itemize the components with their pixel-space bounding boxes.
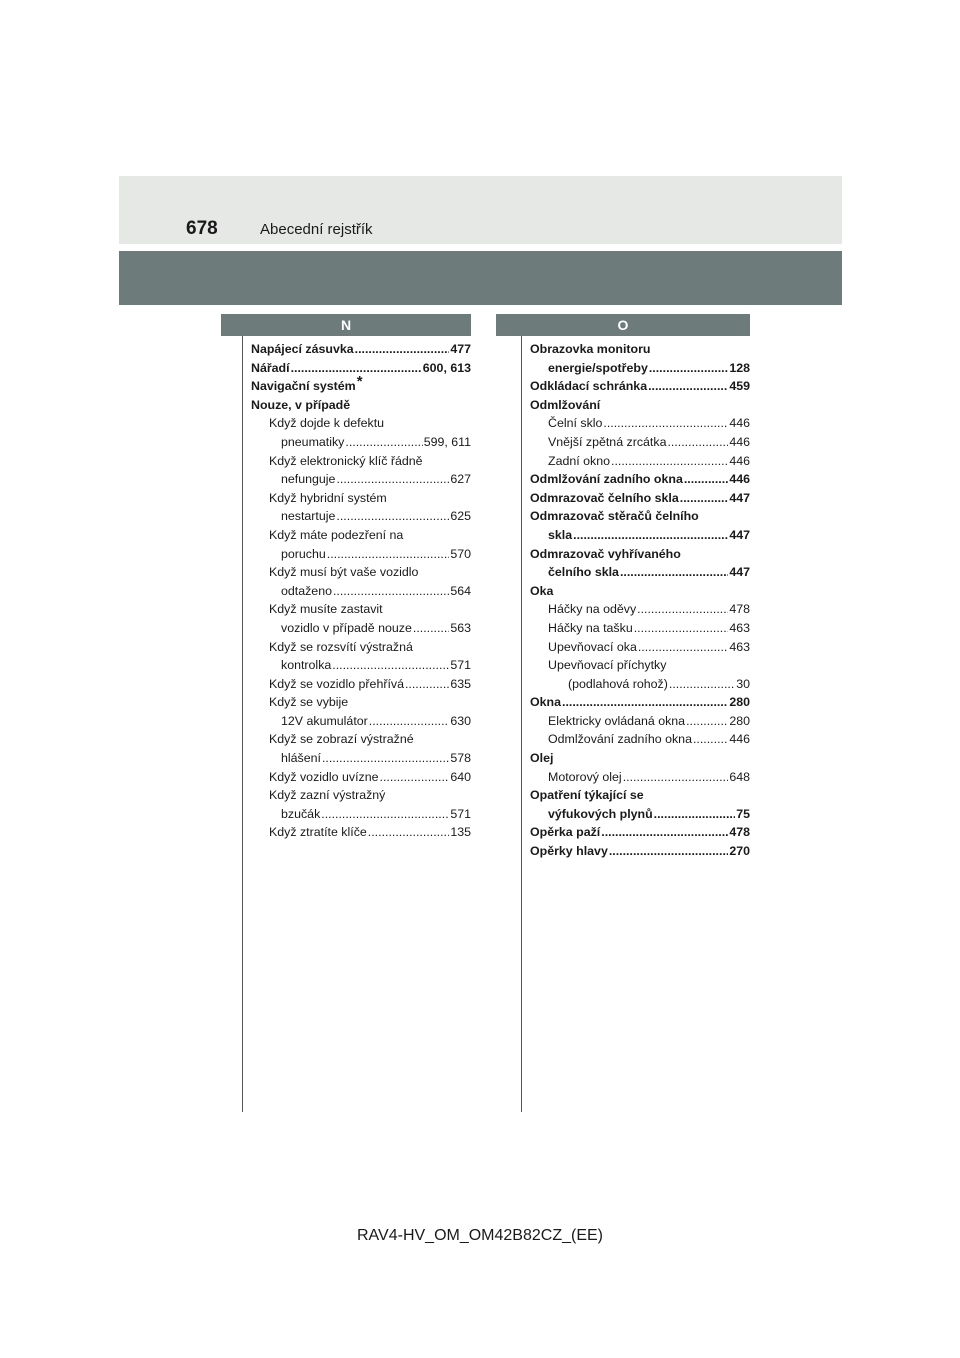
dot-leader	[638, 638, 728, 657]
page-reference: 627	[450, 472, 471, 487]
page-reference: 477	[450, 342, 471, 356]
index-entry	[251, 768, 471, 787]
dot-leader	[562, 693, 728, 712]
page-reference: 446	[729, 434, 750, 449]
dot-leader	[332, 656, 449, 675]
index-line	[530, 414, 750, 433]
dot-leader	[648, 377, 728, 396]
dot-leader	[693, 730, 728, 749]
entry-text: (podlahová rohož)	[568, 676, 668, 691]
entry-text: výfukových plynů	[548, 806, 653, 821]
page-reference: 446	[729, 732, 750, 747]
index-line	[530, 786, 750, 805]
entry-text: Když se vozidlo přehřívá	[269, 676, 404, 691]
index-entry	[530, 712, 750, 731]
index-entry	[251, 675, 471, 694]
index-line	[251, 582, 471, 601]
entry-text: Když zazní výstražný	[269, 788, 386, 803]
page-reference: 478	[729, 602, 750, 617]
page-reference: 280	[729, 695, 750, 710]
index-line	[530, 712, 750, 731]
index-line	[530, 507, 750, 526]
entry-text: vozidlo v případě nouze	[281, 620, 412, 635]
index-line	[530, 470, 750, 489]
dot-leader	[380, 768, 450, 787]
dot-leader	[405, 675, 449, 694]
entry-text: Oka	[530, 583, 554, 598]
index-entry	[530, 507, 750, 544]
index-line	[251, 675, 471, 694]
index-line	[530, 545, 750, 564]
dot-leader	[345, 433, 422, 452]
page-reference: 446	[729, 453, 750, 468]
entry-text: Odmlžování zadního okna	[548, 732, 692, 747]
page-reference: 625	[450, 509, 471, 524]
column-divider-left	[242, 336, 243, 1112]
entry-text: Napájecí zásuvka	[251, 342, 354, 356]
index-entry	[251, 786, 471, 823]
index-line	[530, 396, 750, 415]
index-line	[530, 749, 750, 768]
index-entry	[251, 414, 471, 451]
header-dark-band	[119, 251, 842, 305]
page-reference: 447	[729, 565, 750, 580]
entry-text: Háčky na tašku	[548, 620, 633, 635]
entry-text: Když vozidlo uvízne	[269, 769, 379, 784]
page-reference: 599, 611	[423, 434, 471, 449]
dot-leader	[368, 823, 450, 842]
index-line	[530, 768, 750, 787]
index-line	[251, 507, 471, 526]
document-code: RAV4-HV_OM_OM42B82CZ_(EE)	[357, 1227, 603, 1244]
index-entry	[251, 600, 471, 637]
index-entry	[251, 638, 471, 675]
index-line	[530, 433, 750, 452]
entry-text: Odmlžování zadního okna	[530, 472, 683, 487]
entry-text: Odkládací schránka	[530, 379, 648, 394]
entry-text: bzučák	[281, 806, 321, 821]
dot-leader	[336, 470, 449, 489]
index-entry	[530, 600, 750, 619]
index-entry	[530, 656, 750, 693]
index-entry	[530, 340, 750, 377]
page-reference: 630	[450, 713, 471, 728]
dot-leader	[355, 340, 450, 359]
index-entry	[530, 768, 750, 787]
page-reference: 635	[450, 676, 471, 691]
dot-leader	[620, 563, 728, 582]
dot-leader	[369, 712, 450, 731]
index-entry	[530, 786, 750, 823]
letter-heading-n: N	[221, 314, 471, 336]
entry-text: kontrolka	[281, 658, 332, 673]
index-line	[251, 749, 471, 768]
index-entry	[251, 693, 471, 730]
entry-text: Když hybridní systém	[269, 490, 387, 505]
index-entry	[530, 823, 750, 842]
page-reference: 578	[450, 751, 471, 766]
entry-text: Opatření týkající se	[530, 788, 644, 803]
letter-heading-o: O	[496, 314, 750, 336]
index-entry	[530, 638, 750, 657]
page-reference: 600, 613	[422, 360, 471, 375]
entry-text: Když se zobrazí výstražné	[269, 732, 414, 747]
page-reference: 463	[729, 620, 750, 635]
dot-leader	[413, 619, 449, 638]
entry-text: poruchu	[281, 546, 326, 561]
section-title: Abecední rejstřík	[260, 221, 373, 238]
entry-text: Když dojde k defektu	[269, 416, 385, 431]
page-reference: 463	[729, 639, 750, 654]
index-entry	[530, 433, 750, 452]
dot-leader	[667, 433, 728, 452]
entry-text: Čelní sklo	[548, 416, 603, 431]
index-entry	[530, 693, 750, 712]
dot-leader	[623, 768, 729, 787]
index-line	[530, 340, 750, 359]
page-reference: 564	[450, 583, 471, 598]
dot-leader	[686, 712, 728, 731]
entry-text: Háčky na oděvy	[548, 602, 637, 617]
index-entry	[530, 749, 750, 768]
index-line	[530, 563, 750, 582]
index-line	[251, 693, 471, 712]
index-line	[251, 396, 471, 415]
index-line	[530, 600, 750, 619]
page-reference: 75	[736, 806, 750, 821]
page-reference: 135	[450, 825, 471, 840]
index-line	[251, 768, 471, 787]
page-reference: 571	[450, 806, 471, 821]
index-line	[530, 675, 750, 694]
page-reference: 446	[729, 472, 750, 487]
index-entry	[530, 377, 750, 396]
entry-text: Vnější zpětná zrcátka	[548, 434, 667, 449]
index-entry	[251, 396, 471, 415]
index-entry	[530, 842, 750, 861]
index-line	[530, 730, 750, 749]
index-entry	[251, 373, 471, 396]
index-line	[530, 619, 750, 638]
index-entry	[530, 470, 750, 489]
entry-text: Obrazovka monitoru	[530, 342, 651, 356]
index-entry	[530, 730, 750, 749]
page-reference: 459	[729, 379, 750, 394]
entry-text: Když musíte zastavit	[269, 602, 383, 617]
dot-leader	[634, 619, 729, 638]
page-reference: 640	[450, 769, 471, 784]
index-line	[251, 452, 471, 471]
index-entry	[530, 414, 750, 433]
dot-leader	[680, 489, 729, 508]
entry-text: Když se vybije	[269, 695, 349, 710]
dot-leader	[322, 749, 449, 768]
entry-text: Elektricky ovládaná okna	[548, 713, 686, 728]
index-line	[251, 730, 471, 749]
index-line	[530, 842, 750, 861]
index-line	[530, 638, 750, 657]
index-line	[251, 545, 471, 564]
dot-leader	[611, 452, 728, 471]
page-reference: 446	[729, 416, 750, 431]
index-entry	[530, 396, 750, 415]
index-entry	[251, 452, 471, 489]
entry-text: Když máte podezření na	[269, 527, 404, 542]
entry-text: Když se rozsvítí výstražná	[269, 639, 413, 654]
dot-leader	[649, 359, 728, 378]
page-number: 678	[186, 218, 218, 239]
index-entry	[251, 489, 471, 526]
entry-text: hlášení	[281, 751, 321, 766]
index-line	[251, 433, 471, 452]
index-line	[530, 489, 750, 508]
index-line	[251, 638, 471, 657]
index-entry	[530, 489, 750, 508]
index-line	[251, 823, 471, 842]
page-reference: 447	[729, 490, 750, 505]
page-reference: 648	[729, 769, 750, 784]
index-entry	[251, 730, 471, 767]
index-line	[251, 414, 471, 433]
entry-text: Upevňovací příchytky	[548, 658, 667, 673]
entry-text: Odmlžování	[530, 397, 601, 412]
index-line	[251, 340, 471, 359]
page-reference: 563	[450, 620, 471, 635]
index-line	[251, 489, 471, 508]
index-line	[251, 563, 471, 582]
index-entry	[251, 823, 471, 842]
page-reference: 478	[729, 825, 750, 840]
entry-text: Opěrky hlavy	[530, 844, 608, 859]
column-divider-right	[521, 336, 522, 1112]
index-line	[251, 600, 471, 619]
index-line	[251, 373, 471, 396]
entry-text: nestartuje	[281, 509, 336, 524]
index-entry	[530, 582, 750, 601]
index-line	[251, 712, 471, 731]
dot-leader	[609, 842, 728, 861]
index-line	[251, 805, 471, 824]
index-entry	[251, 526, 471, 563]
entry-text: Opěrka paží	[530, 825, 601, 840]
page-reference: 447	[729, 527, 750, 542]
index-line	[251, 470, 471, 489]
index-line	[530, 359, 750, 378]
dot-leader	[684, 470, 728, 489]
page-reference: 570	[450, 546, 471, 561]
index-line	[530, 656, 750, 675]
entry-text: skla	[548, 527, 573, 542]
entry-text: čelního skla	[548, 565, 619, 580]
index-column-n	[251, 340, 471, 842]
page-reference: 30	[736, 676, 750, 691]
entry-text: 12V akumulátor	[281, 713, 368, 728]
index-line	[530, 805, 750, 824]
entry-text: pneumatiky	[281, 434, 345, 449]
index-line	[530, 582, 750, 601]
entry-text: Když musí být vaše vozidlo	[269, 565, 419, 580]
page-reference: 571	[450, 658, 471, 673]
entry-text: Odmrazovač stěračů čelního	[530, 509, 699, 524]
index-entry	[530, 619, 750, 638]
entry-text: energie/spotřeby	[548, 360, 648, 375]
entry-text: Odmrazovač čelního skla	[530, 490, 679, 505]
dot-leader	[669, 675, 735, 694]
entry-text: Upevňovací oka	[548, 639, 637, 654]
dot-leader	[336, 507, 449, 526]
dot-leader	[637, 600, 728, 619]
entry-text: Když ztratíte klíče	[269, 825, 367, 840]
entry-text: nefunguje	[281, 472, 336, 487]
page-reference: 128	[729, 360, 750, 375]
entry-text: Okna	[530, 695, 561, 710]
index-line	[251, 526, 471, 545]
index-line	[251, 619, 471, 638]
page-reference: 270	[729, 844, 750, 859]
entry-text: Olej	[530, 751, 554, 766]
entry-text: Motorový olej	[548, 769, 622, 784]
entry-text: Navigační systém	[251, 379, 356, 394]
index-line	[530, 823, 750, 842]
index-entry	[251, 340, 471, 359]
entry-text: Nářadí	[251, 360, 290, 375]
index-column-o	[530, 340, 750, 861]
index-line	[530, 693, 750, 712]
entry-text: Odmrazovač vyhřívaného	[530, 546, 681, 561]
footnote-star: *	[356, 373, 363, 391]
page-reference: 280	[729, 713, 750, 728]
index-entry	[251, 563, 471, 600]
entry-text: Zadní okno	[548, 453, 610, 468]
index-line	[251, 656, 471, 675]
index-entry	[530, 452, 750, 471]
index-line	[530, 452, 750, 471]
entry-text: Když elektronický klíč řádně	[269, 453, 423, 468]
header-band	[119, 176, 842, 244]
dot-leader	[327, 545, 450, 564]
index-line	[530, 526, 750, 545]
index-line	[530, 377, 750, 396]
entry-text: odtaženo	[281, 583, 332, 598]
dot-leader	[601, 823, 728, 842]
dot-leader	[603, 414, 728, 433]
index-entry	[530, 545, 750, 582]
entry-text: Nouze, v případě	[251, 397, 351, 412]
dot-leader	[573, 526, 728, 545]
dot-leader	[321, 805, 449, 824]
dot-leader	[654, 805, 736, 824]
dot-leader	[333, 582, 449, 601]
index-line	[251, 786, 471, 805]
